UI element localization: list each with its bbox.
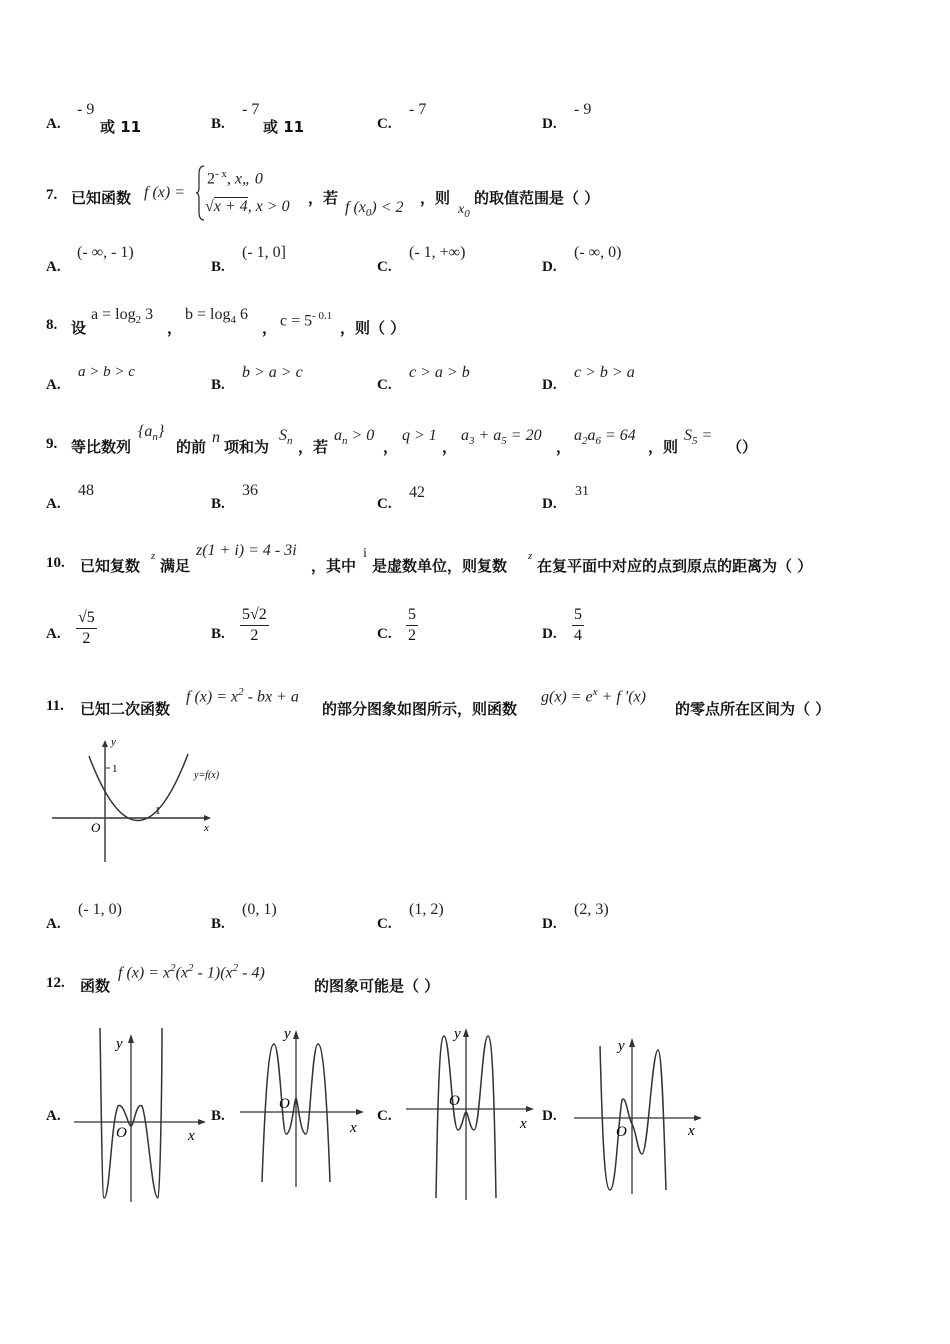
y-label: y [454,1026,461,1042]
function-name: f (x) = [144,184,185,201]
option-value: (- 1, 0] [242,244,286,261]
sequence: $\{a_n\}$ [138,423,165,444]
option-label: B. [211,626,225,642]
y-arrow-icon [629,1038,635,1047]
x-label: x [520,1116,527,1132]
origin-label: O [91,820,101,835]
question-number: 12. [46,975,65,991]
function-g: $g(x) = e^x + f$ '(x) [541,686,646,706]
y-arrow-icon [128,1034,134,1043]
y-label: y [284,1026,291,1042]
y-label: y [116,1036,123,1052]
option-suffix: 或 11 [263,118,305,136]
graph-option-b [236,1022,368,1190]
separator: ， [262,319,278,337]
option-label: A. [46,916,61,932]
separator: ， [442,438,458,456]
question-text: 满足 [160,557,191,575]
option-label: A. [46,259,61,275]
option-label: C. [377,377,392,393]
question-text: 项和为 [224,438,270,456]
parabola-graph [48,736,248,868]
parabola-curve [89,754,188,821]
option-label: A. [46,496,61,512]
option-label: B. [211,116,225,132]
question-text: ，其中 [311,557,357,575]
option-value: (1, 2) [409,901,444,918]
def-c: $c = 5^{- 0.1}$ [280,310,333,330]
option-label: D. [542,916,557,932]
origin-label: O [616,1124,627,1140]
question-number: 7. [46,187,58,203]
question-number: 10. [46,555,65,571]
option-label: C. [377,1108,392,1124]
y-arrow-icon [293,1030,299,1039]
option-label: B. [211,496,225,512]
option-value: (- ∞, - 1) [77,244,134,261]
x-label: x [204,822,209,834]
question-text: ，若 [298,438,329,456]
x-arrow-icon [356,1109,364,1115]
y-arrow-icon [463,1028,469,1037]
tick-x-label: 1 [155,805,161,817]
option-value: 42 [409,484,425,501]
question-text: 已知复数 [80,557,141,575]
option-label: D. [542,116,557,132]
option-label: A. [46,377,61,393]
question-text: 已知函数 [71,189,132,207]
graph-option-c [402,1020,542,1202]
variable-n: n [212,429,220,446]
option-label: B. [211,259,225,275]
option-label: C. [377,626,392,642]
variable-z: z [151,550,156,562]
x-arrow-icon [198,1119,206,1125]
x-arrow-icon [204,815,211,821]
piece-2: √x + 4, x > 0 [205,198,290,215]
separator: ， [383,438,399,456]
x-label: x [188,1128,195,1144]
option-label: A. [46,626,61,642]
question-number: 8. [46,317,58,333]
origin-label: O [279,1096,290,1112]
sum-S: $S_n$ [279,427,293,448]
def-a: $a = \log_2 3$ [91,306,154,327]
option-value: a > b > c [78,364,135,380]
option-value: c > a > b [409,364,470,381]
question-text: 设 [71,319,87,337]
y-label: y [111,736,116,748]
option-value: - 9 [77,101,95,118]
y-label: y [618,1038,625,1054]
option-value: (- 1, +∞) [409,244,466,261]
option-label: D. [542,259,557,275]
condition: $a_3 + a_5 = 20$ [461,427,542,448]
option-label: C. [377,916,392,932]
condition: $a_2a_6 = 64$ [574,427,636,448]
option-fraction: $\frac{5}{4}$ [574,606,582,644]
question-text: 的取值范围是（ ） [474,189,600,207]
condition: q > 1 [402,427,437,444]
piece-1: $2^{- x}$, x„ 0 [207,168,263,188]
option-fraction: $\frac{5}{2}$ [408,606,416,644]
question-text: 已知二次函数 [80,700,171,718]
condition: $a_n > 0$ [334,427,375,448]
question-text: 的图象可能是（ ） [314,977,440,995]
option-label: D. [542,377,557,393]
question-number: 9. [46,436,58,452]
option-label: C. [377,259,392,275]
option-value: c > b > a [574,364,635,381]
option-value: 36 [242,482,258,499]
question-text: （） [727,438,758,456]
x-label: x [350,1120,357,1136]
question-text: ，则 [420,189,451,207]
question-text: ，若 [308,189,339,207]
question-number: 11. [46,698,64,714]
option-suffix: 或 11 [100,118,142,136]
option-value: (2, 3) [574,901,609,918]
question-text: ，则（ ） [340,319,406,337]
question-text: 在复平面中对应的点到原点的距离为（ ） [537,557,813,575]
option-label: A. [46,116,61,132]
option-label: A. [46,1108,61,1124]
option-label: B. [211,916,225,932]
curve-label: y=f(x) [194,770,220,781]
option-label: D. [542,1108,557,1124]
question-text: 的部分图象如图所示，则函数 [322,700,518,718]
option-value: (- 1, 0) [78,901,122,918]
option-value: b > a > c [242,364,303,381]
option-value: 31 [575,484,589,499]
equation: z(1 + i) = 4 - 3i [196,542,297,559]
option-label: C. [377,116,392,132]
question-text: 等比数列 [71,438,132,456]
question-text: ，则 [648,438,679,456]
variable-z: z [528,550,533,562]
inequality: f $(x_0) < 2$ [345,199,404,220]
tick-y-label: 1 [112,763,118,775]
function-f: f $(x) = x^2(x^2 - 1)(x^2 - 4)$ [118,962,265,982]
option-value: - 7 [409,101,427,118]
option-value: (0, 1) [242,901,277,918]
option-fraction: $\frac{5√2}{2}$ [242,606,267,644]
def-b: $b = \log_4 6$ [185,306,248,327]
x-arrow-icon [694,1115,702,1121]
x-arrow-icon [526,1106,534,1112]
y-arrow-icon [102,740,108,747]
graph-option-a [70,1026,210,1204]
question-text: 的前 [176,438,207,456]
option-fraction: $\frac{√5}{2}$ [78,609,95,647]
question-text: 函数 [80,977,111,995]
question-text: 是虚数单位，则复数 [372,557,508,575]
variable-i: i [363,546,367,561]
option-value: - 7 [242,101,260,118]
option-value: 48 [78,482,94,499]
separator: ， [167,319,183,337]
option-label: C. [377,496,392,512]
variable-x0: $x_0$ [458,202,470,220]
x-label: x [688,1123,695,1139]
option-label: B. [211,377,225,393]
graph-option-d [570,1030,710,1196]
function-f: f $(x) = x^2$ - bx + a [186,686,299,706]
sum-S5: $S_5$ = [684,427,713,448]
origin-label: O [449,1093,460,1109]
question-text: 的零点所在区间为（ ） [675,700,831,718]
separator: ， [556,438,572,456]
option-label: B. [211,1108,225,1124]
option-value: (- ∞, 0) [574,244,622,261]
origin-label: O [116,1125,127,1141]
option-value: - 9 [574,101,592,118]
option-label: D. [542,626,557,642]
option-label: D. [542,496,557,512]
